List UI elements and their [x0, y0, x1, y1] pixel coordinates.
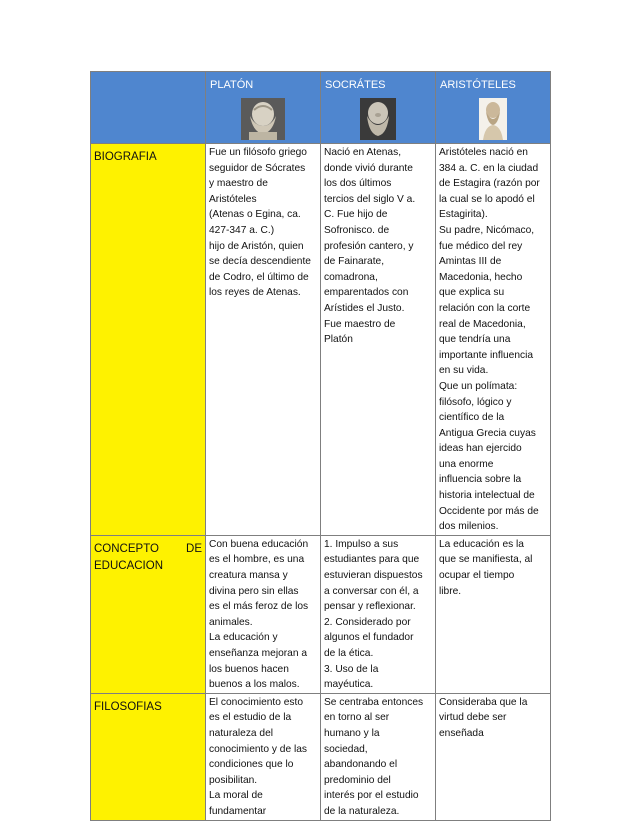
cell-filosofias-plato [206, 693, 321, 820]
cell-text-line: divina pero sin ellas [209, 585, 299, 597]
aristotle-bust-icon [436, 98, 550, 140]
cell-text-line: Fue maestro de [324, 318, 396, 330]
cell-text-line: Consideraba que la [439, 696, 528, 708]
column-title-socrates: SOCRÁTES [325, 79, 386, 91]
philosophers-table [90, 71, 551, 821]
cell-text-line: interés por el estudio [324, 790, 419, 802]
cell-text-line: de Estagira (razón por [439, 178, 540, 190]
cell-text-line: es el hombre, es una [209, 554, 305, 566]
cell-concepto-socrates [321, 535, 436, 693]
cell-text-line: Antigua Grecia cuyas [439, 427, 536, 439]
cell-text-line: enseñada [439, 727, 484, 739]
header-corner-cell [91, 72, 206, 144]
cell-text-line: historia intelectual de [439, 490, 535, 502]
cell-text-line: (Atenas o Egina, ca. [209, 209, 301, 221]
cell-text-line: hijo de Aristón, quien [209, 240, 304, 252]
cell-text-line: y maestro de [209, 178, 268, 190]
cell-text-line: Occidente por más de [439, 505, 539, 517]
cell-text-line: científico de la [439, 412, 505, 424]
cell-text-line: se decía descendiente [209, 256, 311, 268]
plato-bust-icon [206, 98, 320, 140]
cell-text-line: importante influencia [439, 349, 534, 361]
cell-text-line: que tendría una [439, 334, 511, 346]
cell-text-line: de Fainarate, [324, 256, 385, 268]
cell-text-line: El conocimiento esto [209, 696, 304, 708]
cell-text-line: una enorme [439, 458, 494, 470]
cell-text-line: 427-347 a. C.) [209, 224, 275, 236]
cell-text-line: Macedonia, hecho [439, 271, 523, 283]
cell-text-line: condiciones que lo [209, 759, 294, 771]
cell-text-line: 3. Uso de la [324, 663, 379, 675]
cell-text-line: humano y la [324, 727, 380, 739]
cell-text-line: 1. Impulso a sus [324, 538, 399, 550]
cell-text-line: posibilitan. [209, 774, 258, 786]
cell-text-line: buenos a los malos. [209, 679, 300, 691]
column-title-aristotle: ARISTÓTELES [440, 79, 516, 91]
cell-text-line: es el más feroz de los [209, 601, 309, 613]
cell-text-line: conocimiento y de las [209, 743, 307, 755]
row-filosofias [91, 693, 551, 820]
row-label-text: DE [186, 542, 202, 555]
cell-text-line: a conversar con él, a [324, 585, 419, 597]
cell-text-line: de la naturaleza. [324, 805, 400, 817]
cell-text-line: Aristóteles nació en [439, 147, 528, 158]
cell-text-line: Su padre, Nicómaco, [439, 224, 535, 236]
cell-concepto-aristotle [436, 535, 551, 693]
cell-text-line: naturaleza del [209, 727, 274, 739]
row-label-text: FILOSOFIAS [94, 700, 162, 713]
row-label-text: CONCEPTO [94, 542, 159, 555]
row-label-text: EDUCACION [94, 559, 164, 572]
cell-text-line: abandonando el [324, 759, 398, 771]
cell-text-line: creatura mansa y [209, 570, 288, 582]
cell-text-line: Se centraba entonces [324, 696, 424, 708]
cell-text-line: profesión cantero, y [324, 240, 414, 252]
cell-text-line: filósofo, lógico y [439, 396, 512, 408]
cell-text-line: 384 a. C. en la ciudad [439, 162, 539, 174]
row-concepto-educacion [91, 535, 551, 693]
cell-text-line: mayéutica. [324, 679, 374, 691]
cell-text-line: La educación es la [439, 538, 524, 550]
cell-text-line: los reyes de Atenas. [209, 287, 301, 299]
cell-text-line: ocupar el tiempo [439, 570, 515, 582]
header-cell-aristotle [436, 72, 551, 144]
socrates-bust-icon [321, 98, 435, 140]
cell-text-line: Sofronisco. de [324, 224, 390, 236]
cell-text-line: Aristóteles [209, 193, 257, 205]
cell-text-line: libre. [439, 585, 462, 597]
cell-text-line: virtud debe ser [439, 712, 507, 724]
cell-text-line: influencia sobre la [439, 474, 522, 486]
cell-text-line: Arístides el Justo. [324, 302, 405, 314]
cell-text-line: de la ética. [324, 648, 374, 659]
cell-filosofias-socrates [321, 693, 436, 820]
cell-text-line: fundamentar [209, 805, 267, 817]
cell-text-line: emparentados con [324, 287, 409, 299]
cell-text-line: seguidor de Sócrates [209, 162, 306, 174]
header-row [91, 72, 551, 144]
cell-text-line: es el estudio de la [209, 712, 292, 724]
cell-text-line: C. Fue hijo de [324, 209, 388, 221]
cell-text-line: relación con la corte [439, 302, 531, 314]
cell-text-line: Estagirita). [439, 209, 488, 221]
cell-text-line: enseñanza mejoran a [209, 648, 307, 659]
row-label-text: BIOGRAFIA [94, 151, 157, 163]
cell-biografia-plato [206, 144, 321, 536]
row-biografia [91, 144, 551, 536]
cell-text-line: estudiantes para que [324, 554, 420, 566]
cell-text-line: dos milenios. [439, 521, 499, 533]
cell-text-line: sociedad, [324, 743, 368, 755]
cell-text-line: donde vivió durante [324, 162, 413, 174]
cell-text-line: de Codro, el último de [209, 271, 309, 283]
cell-text-line: los buenos hacen [209, 663, 289, 675]
cell-text-line: ideas han ejercido [439, 443, 522, 455]
row-label-line-1 [94, 541, 202, 558]
cell-text-line: Nació en Atenas, [324, 147, 402, 158]
cell-text-line: que explica su [439, 287, 505, 299]
cell-text-line: en su vida. [439, 365, 489, 377]
row-label-biografia [91, 144, 206, 536]
cell-biografia-aristotle [436, 144, 551, 536]
cell-text-line: animales. [209, 616, 253, 628]
cell-text-line: los dos últimos [324, 178, 392, 190]
cell-text-line: real de Macedonia, [439, 318, 526, 330]
cell-text-line: La moral de [209, 790, 263, 802]
cell-filosofias-aristotle [436, 693, 551, 820]
cell-text-line: predominio del [324, 774, 391, 786]
cell-text-line: La educación y [209, 632, 278, 644]
cell-text-line: Platón [324, 334, 353, 346]
cell-text-line: algunos el fundador [324, 632, 414, 644]
row-label-concepto-educacion [91, 535, 206, 693]
cell-text-line: tercios del siglo V a. [324, 193, 416, 205]
cell-text-line: Que un polímata: [439, 380, 518, 392]
row-label-filosofias [91, 693, 206, 820]
cell-text-line: en torno al ser [324, 712, 390, 724]
cell-text-line: 2. Considerado por [324, 616, 411, 628]
cell-text-line: fue médico del rey [439, 240, 523, 252]
header-cell-plato [206, 72, 321, 144]
cell-text-line: que se manifiesta, al [439, 554, 533, 566]
header-cell-socrates [321, 72, 436, 144]
cell-concepto-plato [206, 535, 321, 693]
cell-text-line: pensar y reflexionar. [324, 601, 416, 613]
cell-text-line: estuvieran dispuestos [324, 570, 423, 582]
cell-text-line: Fue un filósofo griego [209, 147, 307, 158]
cell-text-line: Amintas III de [439, 256, 502, 268]
column-title-plato: PLATÓN [210, 79, 254, 91]
cell-biografia-socrates [321, 144, 436, 536]
cell-text-line: comadrona, [324, 271, 378, 283]
cell-text-line: la cual se lo apodó el [439, 193, 535, 205]
cell-text-line: Con buena educación [209, 538, 309, 550]
